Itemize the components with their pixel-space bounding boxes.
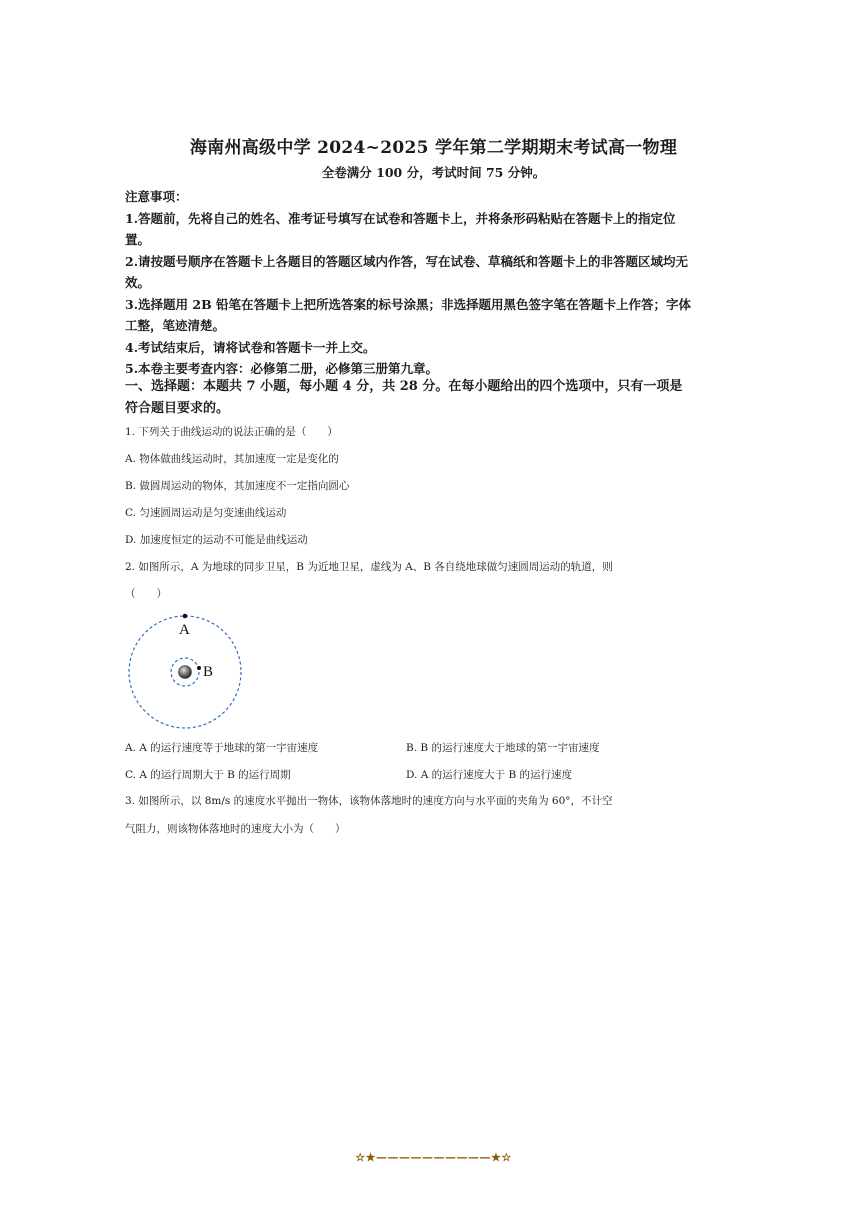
label-a: A [179, 622, 190, 638]
satellite-b-dot [197, 666, 201, 670]
exam-notes [125, 186, 695, 380]
page-title: 海南州高级中学 2024~2025 学年第二学期期末考试高一物理 [189, 138, 678, 158]
page-subtitle: 全卷满分 100 分，考试时间 75 分钟。 [321, 165, 546, 180]
q2-option-c: C. A 的运行周期大于 B 的运行周期 [125, 769, 291, 781]
q1-option-d: D. 加速度恒定的运动不可能是曲线运动 [125, 534, 308, 546]
q2-stem-line2: （ ） [125, 588, 167, 600]
label-b: B [203, 664, 214, 680]
q1-option-c: C. 匀速圆周运动是匀变速曲线运动 [125, 507, 287, 519]
earth-icon [179, 666, 192, 679]
section-heading: 一、选择题：本题共 7 小题，每小题 4 分，共 28 分。在每小题给出的四个选项中，只有一项是符合题目要求的。 [125, 379, 683, 416]
note-item: 4.考试结束后，请将试卷和答题卡一并上交。 [125, 339, 376, 355]
note-item: 2.请按题号顺序在答题卡上各题目的答题区域内作答，写在试卷、草稿纸和答题卡上的非答题区域均无效。 [125, 253, 689, 290]
orbit-diagram [124, 610, 246, 732]
q1-option-b: B. 做圆周运动的物体，其加速度不一定指向圆心 [125, 480, 350, 492]
satellite-a-dot [183, 614, 188, 619]
q2-option-a: A. A 的运行速度等于地球的第一宇宙速度 [125, 742, 319, 754]
q2-stem-line1: 2. 如图所示，A 为地球的同步卫星，B 为近地卫星，虚线为 A、B 各自绕地球做匀速圆周运动的轨道，则 [125, 561, 613, 573]
notes-heading: 注意事项： [125, 189, 188, 204]
note-item: 5.本卷主要考查内容：必修第二册，必修第三册第九章。 [125, 361, 439, 376]
note-item: 3.选择题用 2B 铅笔在答题卡上把所选答案的标号涂黑；非选择题用黑色签字笔在答题卡上作答；字体工整，笔迹清楚。 [125, 296, 692, 333]
q1-stem: 1. 下列关于曲线运动的说法正确的是（ ） [125, 426, 338, 438]
q2-option-d: D. A 的运行速度大于 B 的运行速度 [406, 769, 573, 781]
note-item: 1.答题前，先将自己的姓名、准考证号填写在试卷和答题卡上，并将条形码粘贴在答题卡上的指定位置。 [125, 210, 676, 247]
q2-option-b: B. B 的运行速度大于地球的第一宇宙速度 [406, 742, 600, 754]
q1-option-a: A. 物体做曲线运动时，其加速度一定是变化的 [125, 453, 339, 465]
page-footer: ☆★——————————★☆ [355, 1151, 512, 1164]
q3-stem-line2: 气阻力，则该物体落地时的速度大小为（ ） [125, 823, 346, 835]
q3-stem-line1: 3. 如图所示，以 8m/s 的速度水平抛出一物体，该物体落地时的速度方向与水平面的夹角为 60°，不计空 [125, 795, 613, 807]
